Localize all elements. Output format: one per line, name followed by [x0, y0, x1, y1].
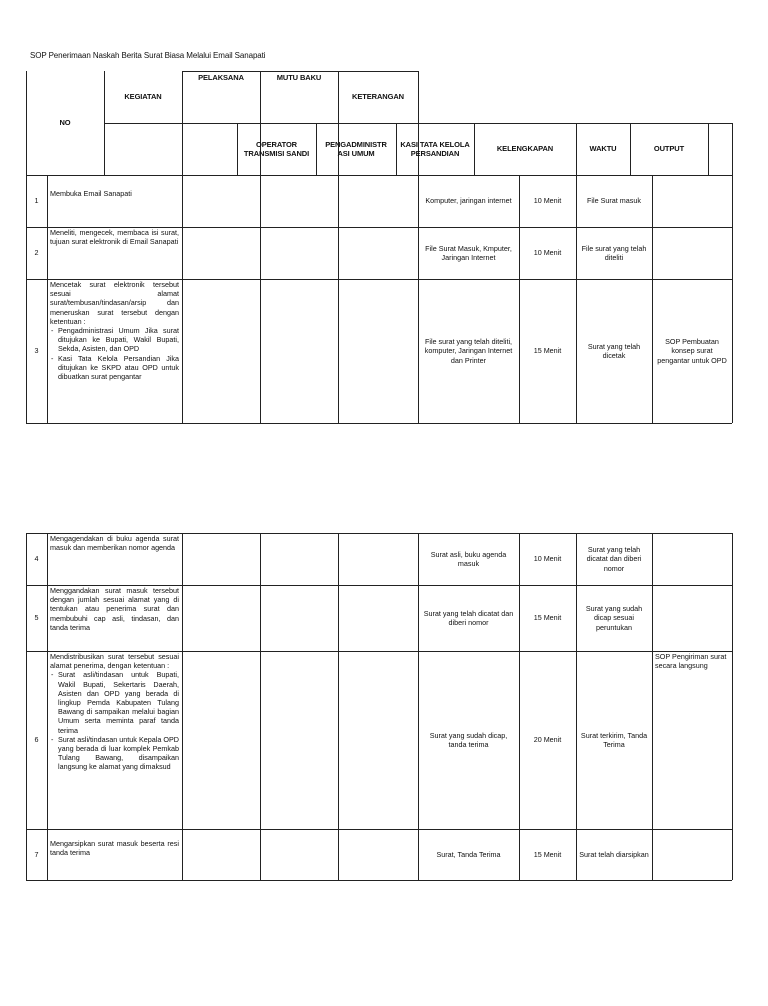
row-5-waktu: 15 Menit — [533, 613, 562, 623]
row-5-keterangan — [652, 585, 732, 651]
row-1-waktu: 10 Menit — [533, 196, 562, 206]
row-6-kegiatan-item: - Surat asli/tindasan untuk Bupati, Wakil Bupati, Sekertaris Daerah, Asisten dan OPD yang berada di lingkup Pemda Kabupaten Tulang Bawang di sampaikan melalui bagian Umum serta meminta paraf tanda terima — [50, 670, 179, 734]
row-3-kelengkapan: File surat yang telah diteliti, komputer, Jaringan Internet dan Printer — [424, 337, 513, 365]
row-2-output: File surat yang telah diteliti — [581, 243, 647, 262]
row-1-output: File Surat masuk — [587, 196, 641, 206]
row-3-kegiatan-item: - Kasi Tata Kelola Persandian Jika ditujukan ke SKPD atau OPD untuk dibuatkan surat pengantar — [50, 354, 179, 382]
row-1-kegiatan: Membuka Email Sanapati — [50, 189, 132, 198]
row-4-kegiatan: Mengagendakan di buku agenda surat masuk dan memberikan nomor agenda — [50, 534, 179, 553]
row-4-waktu: 10 Menit — [533, 554, 562, 564]
row-3-kegiatan-item: - Pengadministrasi Umum Jika surat ditujukan ke Bupati, Wakil Bupati, Sekda, Asisten, dan OPD — [50, 326, 179, 354]
header-mutu-baku: MUTU BAKU — [276, 73, 322, 82]
row-3-keterangan: SOP Pembuatan konsep surat pengantar untuk OPD — [657, 337, 727, 365]
row-6-kegiatan-intro: Mendistribusikan surat tersebut sesuai alamat penerima, dengan ketentuan : — [50, 652, 179, 671]
row-2-kegiatan: Meneliti, mengecek, membaca isi surat, tujuan surat elektronik di Email Sanapati — [50, 228, 179, 247]
row-2-keterangan — [652, 227, 732, 279]
row-3-kegiatan-intro: Mencetak surat elektronik tersebut sesuai alamat surat/tembusan/tindasan/arsip dan meneruskan surat tersebut dengan ketentuan : — [50, 280, 179, 326]
row-7-waktu: 15 Menit — [533, 849, 562, 859]
row-1-no: 1 — [34, 196, 39, 206]
row-6-waktu: 20 Menit — [533, 735, 562, 745]
header-kegiatan: KEGIATAN — [124, 92, 162, 102]
row-5-kegiatan: Menggandakan surat masuk tersebut dengan jumlah sesuai alamat yang di tentukan atau penerima surat dan membubuhi cap asli, tindasan, dan tanda terima — [50, 586, 179, 632]
row-5-output: Surat yang sudah dicap sesuai peruntukan — [585, 604, 643, 632]
row-2-no: 2 — [34, 248, 39, 258]
row-2-kelengkapan: File Surat Masuk, Kmputer, Jaringan Internet — [425, 243, 512, 262]
row-3-output: Surat yang telah dicetak — [587, 341, 641, 360]
row-4-no: 4 — [34, 554, 39, 564]
row-3-kegiatan — [47, 279, 182, 423]
row-7-kegiatan: Mengarsipkan surat masuk beserta resi tanda terima — [50, 839, 179, 858]
row-2-waktu: 10 Menit — [533, 248, 562, 258]
header-operator: OPERATOR TRANSMISI SANDI — [243, 139, 310, 158]
header-pelaksana: PELAKSANA — [198, 73, 244, 82]
document-title: SOP Penerimaan Naskah Berita Surat Biasa Melalui Email Sanapati — [30, 51, 266, 60]
row-4-kelengkapan: Surat asli, buku agenda masuk — [430, 549, 507, 568]
row-3-waktu: 15 Menit — [533, 346, 562, 356]
header-no: NO — [59, 118, 71, 128]
header-pengadministrasi: PENGADMINISTR ASI UMUM — [325, 139, 387, 158]
header-output: OUTPUT — [653, 144, 685, 154]
row-7-kelengkapan: Surat, Tanda Terima — [436, 849, 501, 859]
row-6-kelengkapan: Surat yang sudah dicap, tanda terima — [429, 730, 508, 749]
row-7-output: Surat telah diarsipkan — [579, 849, 649, 859]
header-waktu: WAKTU — [589, 144, 617, 154]
header-keterangan: KETERANGAN — [352, 92, 404, 102]
header-kasi: KASI TATA KELOLA PERSANDIAN — [400, 139, 470, 158]
row-6-output: Surat terkirim, Tanda Terima — [580, 730, 648, 749]
row-5-kelengkapan: Surat yang telah dicatat dan diberi nomor — [423, 608, 514, 627]
row-3-no: 3 — [34, 346, 39, 356]
row-5-no: 5 — [34, 613, 39, 623]
row-6-kegiatan — [47, 651, 182, 829]
row-1-kelengkapan: Komputer, jaringan internet — [425, 196, 512, 206]
header-kelengkapan: KELENGKAPAN — [496, 144, 554, 154]
row-7-no: 7 — [34, 849, 39, 859]
row-4-output: Surat yang telah dicatat dan diberi nomor — [586, 545, 642, 573]
row-6-no: 6 — [34, 735, 39, 745]
row-4-keterangan — [652, 533, 732, 585]
row-7-keterangan — [652, 829, 732, 880]
row-1-keterangan — [652, 175, 732, 227]
row-6-keterangan: SOP Pengiriman surat secara langsung — [655, 652, 727, 671]
row-6-kegiatan-item: - Surat asli/tindasan untuk Kepala OPD yang berada di luar komplek Pemkab Tulang Bawang, disampaikan langsung ke alamat yang dimaksud — [50, 735, 179, 772]
